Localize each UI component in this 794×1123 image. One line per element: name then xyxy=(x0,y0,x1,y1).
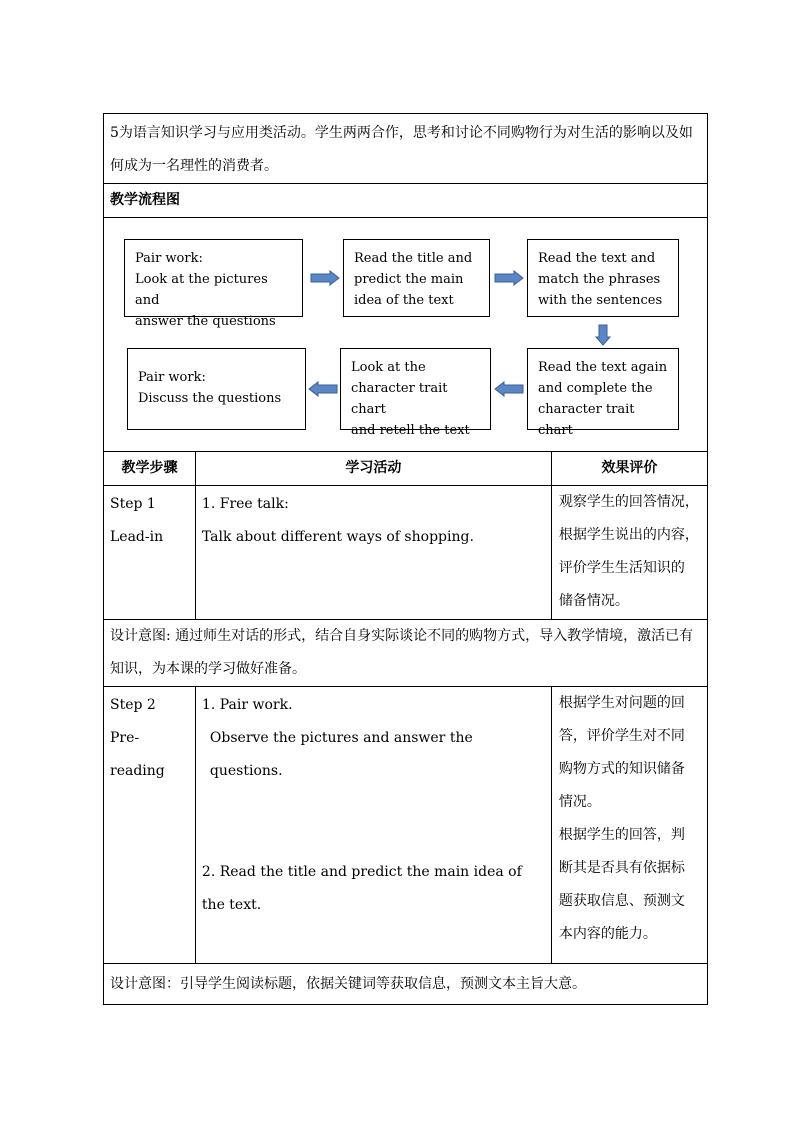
flow-box-3-line3: with the sentences xyxy=(538,293,663,308)
design-row-2 xyxy=(104,964,708,1005)
flow-box-5 xyxy=(340,348,491,438)
flow-box-6-line2: Discuss the questions xyxy=(138,391,282,406)
step1-eval-line4: 储备情况。 xyxy=(558,593,629,609)
flow-box-5-line3: and retell the text xyxy=(351,423,470,438)
step1-eval-line2: 根据学生说出的内容， xyxy=(558,527,699,543)
down-arrow-icon xyxy=(595,324,611,346)
step2-eval-b-line4: 本内容的能力。 xyxy=(558,926,657,942)
step2-eval-a-line2: 答，评价学生对不同 xyxy=(558,728,685,744)
step2-eval-b-line2: 断其是否具有依据标 xyxy=(558,860,685,876)
design-intent-2: 设计意图：引导学生阅读标题，依据关键词等获取信息，预测文本主旨大意。 xyxy=(104,964,708,1005)
flowchart-title-row xyxy=(104,184,708,218)
flow-box-5-line1: Look at the xyxy=(351,360,426,375)
step2-cell xyxy=(104,687,196,964)
flowchart-row xyxy=(104,218,708,452)
flow-box-3-line2: match the phrases xyxy=(538,272,661,287)
step1-number: Step 1 xyxy=(110,496,156,512)
intro-text: 5为语言知识学习与应用类活动。学生两两合作，思考和讨论不同购物行为对生活的影响以及如何成为一名理性的消费者。 xyxy=(104,114,708,184)
intro-row xyxy=(104,114,708,184)
flow-box-4-line3: character trait chart xyxy=(538,402,635,438)
table-header-row xyxy=(104,452,708,486)
flow-box-2 xyxy=(343,239,490,317)
design-intent-1: 设计意图: 通过师生对话的形式，结合自身实际谈论不同的购物方式，导入教学情境，激活已有知识，为本课的学习做好准备。 xyxy=(104,620,708,687)
lesson-plan-table xyxy=(103,113,708,1005)
design-row-1 xyxy=(104,620,708,687)
step1-activity xyxy=(195,486,551,620)
step1-name: Lead-in xyxy=(110,529,164,545)
step2-activity-line1: 1. Pair work. xyxy=(201,697,293,713)
header-activity: 学习活动 xyxy=(195,452,551,486)
step1-activity-line1: 1. Free talk: xyxy=(201,496,289,512)
flowchart-title: 教学流程图 xyxy=(104,184,708,218)
flow-box-5-line2: character trait chart xyxy=(351,381,448,417)
flow-box-2-line3: idea of the text xyxy=(354,293,454,308)
flow-box-2-line2: predict the main xyxy=(354,272,464,287)
flow-box-3 xyxy=(527,239,679,317)
left-arrow-icon xyxy=(494,381,524,397)
step2-eval-a-line4: 情况。 xyxy=(558,794,601,810)
step2-eval-a-line3: 购物方式的知识储备 xyxy=(558,761,685,777)
step2-activity-line2: Observe the pictures and answer the questions. xyxy=(209,730,473,779)
step1-cell xyxy=(104,486,196,620)
flow-box-6-line1: Pair work: xyxy=(138,370,206,385)
step2-activity xyxy=(195,687,551,964)
flow-box-1-line1: Pair work: xyxy=(135,251,203,266)
right-arrow-icon xyxy=(310,270,340,286)
step1-eval-line1: 观察学生的回答情况， xyxy=(558,494,699,510)
step2-evaluation xyxy=(551,687,707,964)
step2-activity-line3: 2. Read the title and predict the main idea of the text. xyxy=(201,864,522,913)
step2-eval-a-line1: 根据学生对问题的回 xyxy=(558,695,685,711)
flow-box-2-line1: Read the title and xyxy=(354,251,473,266)
left-arrow-icon xyxy=(308,381,338,397)
step2-eval-b-line3: 题获取信息、预测文 xyxy=(558,893,685,909)
flow-box-1-line3: answer the questions xyxy=(135,314,276,329)
flow-box-4-line1: Read the text again xyxy=(538,360,668,375)
flow-box-4-line2: and complete the xyxy=(538,381,653,396)
step2-activity-spacer xyxy=(202,788,545,856)
table-row-step2 xyxy=(104,687,708,964)
header-evaluation: 效果评价 xyxy=(551,452,707,486)
flow-box-3-line1: Read the text and xyxy=(538,251,656,266)
table-row-step1 xyxy=(104,486,708,620)
flow-box-1 xyxy=(124,239,303,329)
step1-eval-line3: 评价学生生活知识的 xyxy=(558,560,685,576)
flow-box-6 xyxy=(127,348,306,430)
step2-name: Pre-reading xyxy=(110,730,165,779)
right-arrow-icon xyxy=(494,270,524,286)
step2-eval-b-line1: 根据学生的回答，判 xyxy=(558,827,685,843)
step2-number: Step 2 xyxy=(110,697,156,713)
step1-activity-line2: Talk about different ways of shopping. xyxy=(201,529,474,545)
flowchart-area xyxy=(104,218,708,452)
flow-box-1-line2: Look at the pictures and xyxy=(135,272,268,308)
step1-evaluation xyxy=(551,486,707,620)
flow-box-4 xyxy=(527,348,679,438)
header-step: 教学步骤 xyxy=(104,452,196,486)
